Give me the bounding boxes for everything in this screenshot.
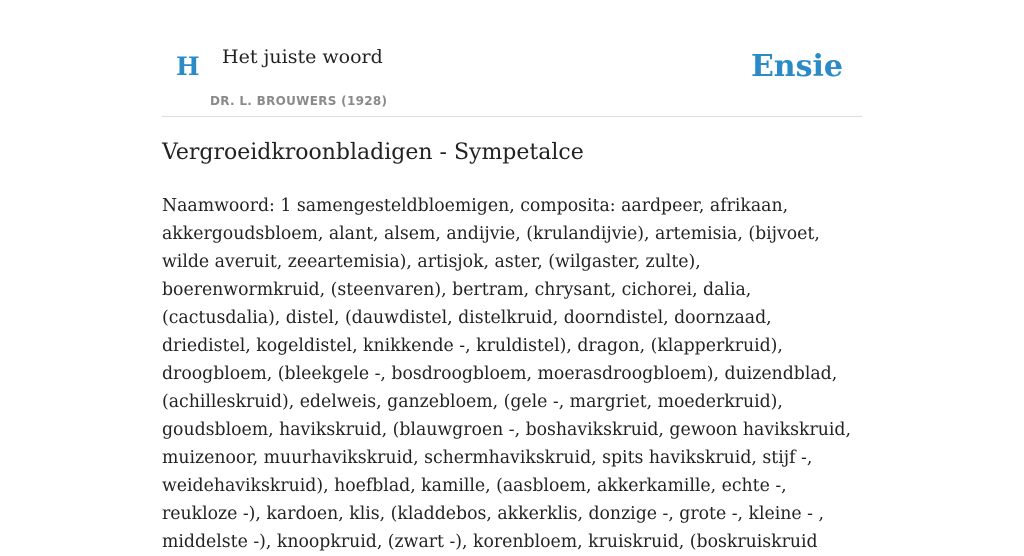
source-logo-icon[interactable]: H (176, 52, 200, 81)
ensie-logo-link[interactable]: Ensie (750, 49, 843, 84)
header (162, 0, 862, 117)
source-title[interactable]: Het juiste woord (222, 46, 383, 68)
source-author: DR. L. BROUWERS (1928) (210, 94, 388, 108)
entry-title: Vergroeidkroonbladigen - Sympetalce (162, 140, 584, 165)
page (162, 0, 862, 552)
entry-body: Naamwoord: 1 samengesteldbloemigen, composita: aardpeer, afrikaan, akkergoudsbloem, alant, alsem, andijvie, (krulandijvie), artemisia, (bijvoet, wilde averuit, zeeartemisia), artisjok, aster, (wilgaster, zulte), boerenwormkruid, (steenvaren), bertram, chrysant, cichorei, dalia, (cactusdalia), distel, (dauwdistel, distelkruid, doorndistel, doornzaad, driedistel, kogeldistel, knikkende -, kruldistel), dragon, (klapperkruid), droogbloem, (bleekgele -, bosdroogbloem, moerasdroogbloem), duizendblad, (achilleskruid), edelweis, ganzebloem, (gele -, margriet, moederkruid), goudsbloem, havikskruid, (blauwgroen -, boshavikskruid, gewoon havikskruid, muizenoor, muurhavikskruid, schermhavikskruid, spits havikskruid, stijf -, weidehavikskruid), hoefblad, kamille, (aasbloem, akkerkamille, echte -, reukloze -), kardoen, klis, (kladdebos, akkerklis, donzige -, grote -, kleine - , middelste -), knoopkruid, (zwart -), korenbloem, kruiskruid, (boskruiskruid (162, 196, 851, 552)
